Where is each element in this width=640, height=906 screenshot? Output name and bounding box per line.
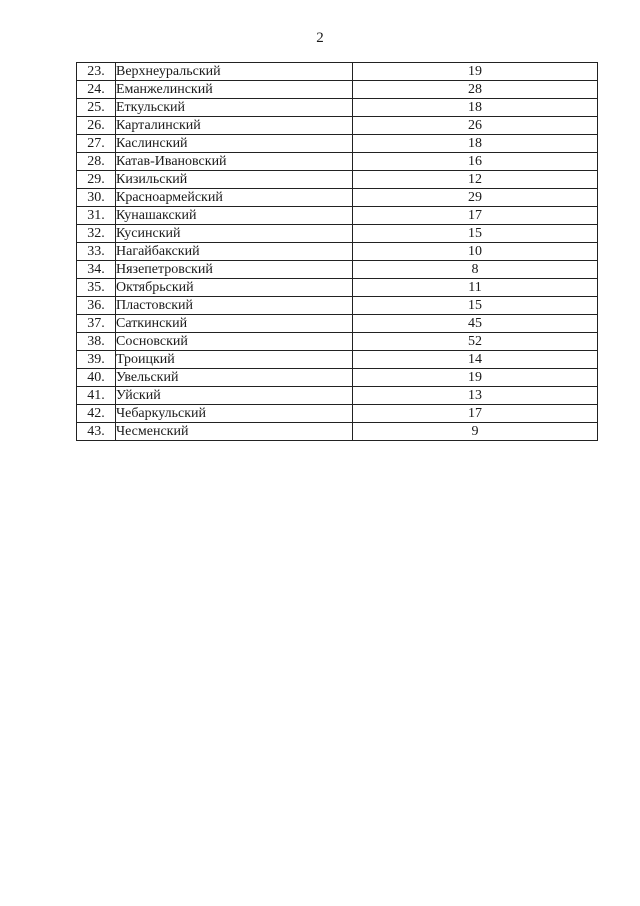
table-row: [77, 369, 598, 387]
row-number: 40.: [77, 369, 116, 387]
table-row: [77, 297, 598, 315]
district-value: 18: [353, 99, 598, 117]
table-row: [77, 225, 598, 243]
row-number: 31.: [77, 207, 116, 225]
row-number: 23.: [77, 63, 116, 81]
row-number: 25.: [77, 99, 116, 117]
table-row: [77, 333, 598, 351]
district-value: 19: [353, 63, 598, 81]
district-value: 52: [353, 333, 598, 351]
table-row: [77, 351, 598, 369]
table-row: [77, 405, 598, 423]
district-name: Еткульский: [116, 99, 353, 117]
table-row: [77, 81, 598, 99]
district-name: Кусинский: [116, 225, 353, 243]
row-number: 34.: [77, 261, 116, 279]
districts-table-body: [77, 63, 598, 441]
district-value: 29: [353, 189, 598, 207]
table-row: [77, 117, 598, 135]
table-row: [77, 189, 598, 207]
district-name: Пластовский: [116, 297, 353, 315]
district-name: Увельский: [116, 369, 353, 387]
district-name: Сосновский: [116, 333, 353, 351]
table-row: [77, 315, 598, 333]
row-number: 42.: [77, 405, 116, 423]
district-name: Верхнеуральский: [116, 63, 353, 81]
district-value: 45: [353, 315, 598, 333]
district-name: Чебаркульский: [116, 405, 353, 423]
table-row: [77, 387, 598, 405]
district-name: Уйский: [116, 387, 353, 405]
table-row: [77, 153, 598, 171]
district-value: 9: [353, 423, 598, 441]
table-row: [77, 243, 598, 261]
district-name: Октябрьский: [116, 279, 353, 297]
row-number: 30.: [77, 189, 116, 207]
district-name: Красноармейский: [116, 189, 353, 207]
district-value: 26: [353, 117, 598, 135]
district-name: Чесменский: [116, 423, 353, 441]
row-number: 37.: [77, 315, 116, 333]
table-row: [77, 423, 598, 441]
district-name: Саткинский: [116, 315, 353, 333]
row-number: 39.: [77, 351, 116, 369]
district-name: Еманжелинский: [116, 81, 353, 99]
district-value: 28: [353, 81, 598, 99]
district-name: Карталинский: [116, 117, 353, 135]
district-name: Нагайбакский: [116, 243, 353, 261]
row-number: 33.: [77, 243, 116, 261]
district-value: 11: [353, 279, 598, 297]
district-name: Кизильский: [116, 171, 353, 189]
districts-table: [76, 62, 598, 441]
district-value: 13: [353, 387, 598, 405]
district-value: 10: [353, 243, 598, 261]
row-number: 28.: [77, 153, 116, 171]
row-number: 36.: [77, 297, 116, 315]
row-number: 29.: [77, 171, 116, 189]
district-value: 18: [353, 135, 598, 153]
row-number: 43.: [77, 423, 116, 441]
district-value: 12: [353, 171, 598, 189]
district-value: 14: [353, 351, 598, 369]
district-value: 17: [353, 405, 598, 423]
row-number: 32.: [77, 225, 116, 243]
row-number: 26.: [77, 117, 116, 135]
district-value: 17: [353, 207, 598, 225]
district-value: 15: [353, 297, 598, 315]
district-name: Катав-Ивановский: [116, 153, 353, 171]
page-number: 2: [316, 30, 324, 46]
table-row: [77, 207, 598, 225]
district-value: 19: [353, 369, 598, 387]
table-row: [77, 171, 598, 189]
district-name: Каслинский: [116, 135, 353, 153]
district-name: Троицкий: [116, 351, 353, 369]
row-number: 35.: [77, 279, 116, 297]
row-number: 24.: [77, 81, 116, 99]
district-name: Кунашакский: [116, 207, 353, 225]
table-row: [77, 135, 598, 153]
district-name: Нязепетровский: [116, 261, 353, 279]
table-row: [77, 261, 598, 279]
table-row: [77, 63, 598, 81]
table-row: [77, 99, 598, 117]
table-row: [77, 279, 598, 297]
row-number: 38.: [77, 333, 116, 351]
district-value: 16: [353, 153, 598, 171]
district-value: 15: [353, 225, 598, 243]
row-number: 41.: [77, 387, 116, 405]
district-value: 8: [353, 261, 598, 279]
row-number: 27.: [77, 135, 116, 153]
